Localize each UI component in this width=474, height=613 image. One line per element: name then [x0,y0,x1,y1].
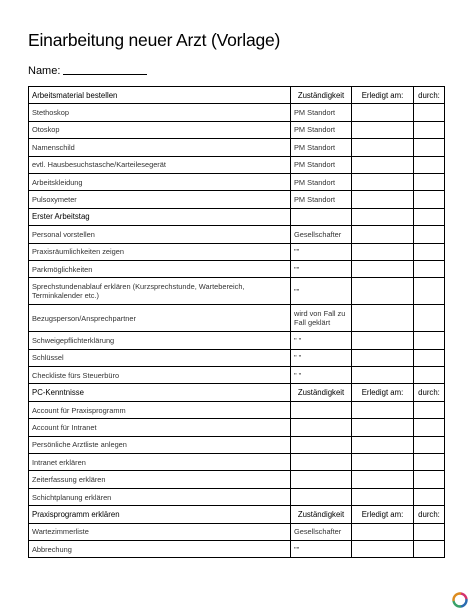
completed-by-cell[interactable] [414,260,445,277]
completed-date-cell[interactable] [352,243,414,260]
column-header-durch: durch: [414,506,445,523]
column-header-durch: durch: [414,384,445,401]
name-field [28,64,147,77]
table-row [29,367,445,384]
responsibility-cell: PM Standort [291,191,352,208]
completed-date-cell[interactable] [352,349,414,366]
table-row [29,278,445,305]
responsibility-cell [291,454,352,471]
task-cell: Personal vorstellen [29,226,291,243]
responsibility-cell: " " [291,332,352,349]
column-header-zustaendigkeit: Zuständigkeit [291,384,352,401]
completed-by-cell[interactable] [414,349,445,366]
task-cell: evtl. Hausbesuchstasche/Karteilesegerät [29,156,291,173]
task-cell: Praxisräumlichkeiten zeigen [29,243,291,260]
table-row [29,260,445,277]
completed-date-cell[interactable] [352,139,414,156]
completed-by-cell[interactable] [414,121,445,138]
task-cell: Namenschild [29,139,291,156]
completed-by-cell[interactable] [414,523,445,540]
completed-date-cell[interactable] [352,401,414,418]
task-cell: Pulsoxymeter [29,191,291,208]
section-header-row [29,87,445,104]
completed-by-cell[interactable] [414,401,445,418]
responsibility-cell: Gesellschafter [291,523,352,540]
completed-by-cell[interactable] [414,419,445,436]
completed-date-cell[interactable] [352,471,414,488]
task-cell: Abbrechung [29,540,291,557]
task-cell: Account für Praxisprogramm [29,401,291,418]
completed-date-cell[interactable] [352,488,414,505]
task-cell: Zeiterfassung erklären [29,471,291,488]
table-row [29,156,445,173]
task-cell: Otoskop [29,121,291,138]
responsibility-cell [291,401,352,418]
responsibility-cell [291,436,352,453]
responsibility-cell: "" [291,540,352,557]
task-cell: Persönliche Arztliste anlegen [29,436,291,453]
completed-date-cell[interactable] [352,367,414,384]
completed-date-cell[interactable] [352,305,414,332]
responsibility-cell: wird von Fall zu Fall geklärt [291,305,352,332]
table-row [29,523,445,540]
completed-by-cell[interactable] [414,454,445,471]
completed-date-cell[interactable] [352,436,414,453]
section-title: PC-Kenntnisse [29,384,291,401]
responsibility-cell [291,488,352,505]
responsibility-cell [291,419,352,436]
completed-by-cell[interactable] [414,332,445,349]
responsibility-cell: " " [291,349,352,366]
completed-by-cell[interactable] [414,156,445,173]
table-row [29,349,445,366]
table-row [29,226,445,243]
empty-header-cell [291,208,352,225]
completed-by-cell[interactable] [414,436,445,453]
completed-by-cell[interactable] [414,471,445,488]
completed-by-cell[interactable] [414,226,445,243]
completed-date-cell[interactable] [352,332,414,349]
completed-date-cell[interactable] [352,454,414,471]
completed-by-cell[interactable] [414,540,445,557]
completed-date-cell[interactable] [352,278,414,305]
completed-by-cell[interactable] [414,173,445,190]
column-header-durch: durch: [414,87,445,104]
table-row [29,419,445,436]
task-cell: Stethoskop [29,104,291,121]
column-header-zustaendigkeit: Zuständigkeit [291,506,352,523]
task-cell: Bezugsperson/Ansprechpartner [29,305,291,332]
empty-header-cell [352,208,414,225]
responsibility-cell: PM Standort [291,156,352,173]
table-row [29,139,445,156]
task-cell: Parkmöglichkeiten [29,260,291,277]
responsibility-cell [291,471,352,488]
completed-by-cell[interactable] [414,191,445,208]
table-row [29,488,445,505]
completed-by-cell[interactable] [414,278,445,305]
name-blank-line [63,64,147,75]
completed-by-cell[interactable] [414,139,445,156]
table-row [29,454,445,471]
responsibility-cell: " " [291,367,352,384]
responsibility-cell: PM Standort [291,121,352,138]
section-title: Arbeitsmaterial bestellen [29,87,291,104]
task-cell: Account für Intranet [29,419,291,436]
responsibility-cell: PM Standort [291,173,352,190]
completed-by-cell[interactable] [414,305,445,332]
table-row [29,173,445,190]
task-cell: Schlüssel [29,349,291,366]
table-row [29,401,445,418]
table-row [29,471,445,488]
task-cell: Arbeitskleidung [29,173,291,190]
completed-date-cell[interactable] [352,173,414,190]
brand-swirl-icon [452,592,468,608]
responsibility-cell: "" [291,243,352,260]
task-cell: Schichtplanung erklären [29,488,291,505]
responsibility-cell: "" [291,278,352,305]
table-row [29,305,445,332]
column-header-zustaendigkeit: Zuständigkeit [291,87,352,104]
completed-by-cell[interactable] [414,367,445,384]
task-cell: Schweigepflichterklärung [29,332,291,349]
section-title: Erster Arbeitstag [29,208,291,225]
completed-date-cell[interactable] [352,121,414,138]
section-header-row [29,506,445,523]
section-header-row [29,208,445,225]
completed-date-cell[interactable] [352,104,414,121]
table-row [29,243,445,260]
completed-date-cell[interactable] [352,156,414,173]
table-row [29,436,445,453]
responsibility-cell: PM Standort [291,139,352,156]
completed-date-cell[interactable] [352,226,414,243]
page-title: Einarbeitung neuer Arzt (Vorlage) [28,30,281,50]
task-cell: Sprechstundenablauf erklären (Kurzsprechstunde, Wartebereich, Terminkalender etc.) [29,278,291,305]
column-header-erledigt: Erledigt am: [352,384,414,401]
table-row [29,121,445,138]
section-title: Praxisprogramm erklären [29,506,291,523]
table-row [29,104,445,121]
name-label: Name: [28,65,61,77]
column-header-erledigt: Erledigt am: [352,87,414,104]
responsibility-cell: Gesellschafter [291,226,352,243]
table-row [29,332,445,349]
completed-by-cell[interactable] [414,104,445,121]
onboarding-table [28,86,445,558]
responsibility-cell: PM Standort [291,104,352,121]
table-row [29,540,445,557]
section-header-row [29,384,445,401]
responsibility-cell: "" [291,260,352,277]
task-cell: Wartezimmerliste [29,523,291,540]
task-cell: Checkliste fürs Steuerbüro [29,367,291,384]
task-cell: Intranet erklären [29,454,291,471]
completed-date-cell[interactable] [352,419,414,436]
completed-date-cell[interactable] [352,191,414,208]
completed-by-cell[interactable] [414,243,445,260]
completed-by-cell[interactable] [414,488,445,505]
completed-date-cell[interactable] [352,260,414,277]
completed-date-cell[interactable] [352,540,414,557]
completed-date-cell[interactable] [352,523,414,540]
table-row [29,191,445,208]
empty-header-cell [414,208,445,225]
column-header-erledigt: Erledigt am: [352,506,414,523]
